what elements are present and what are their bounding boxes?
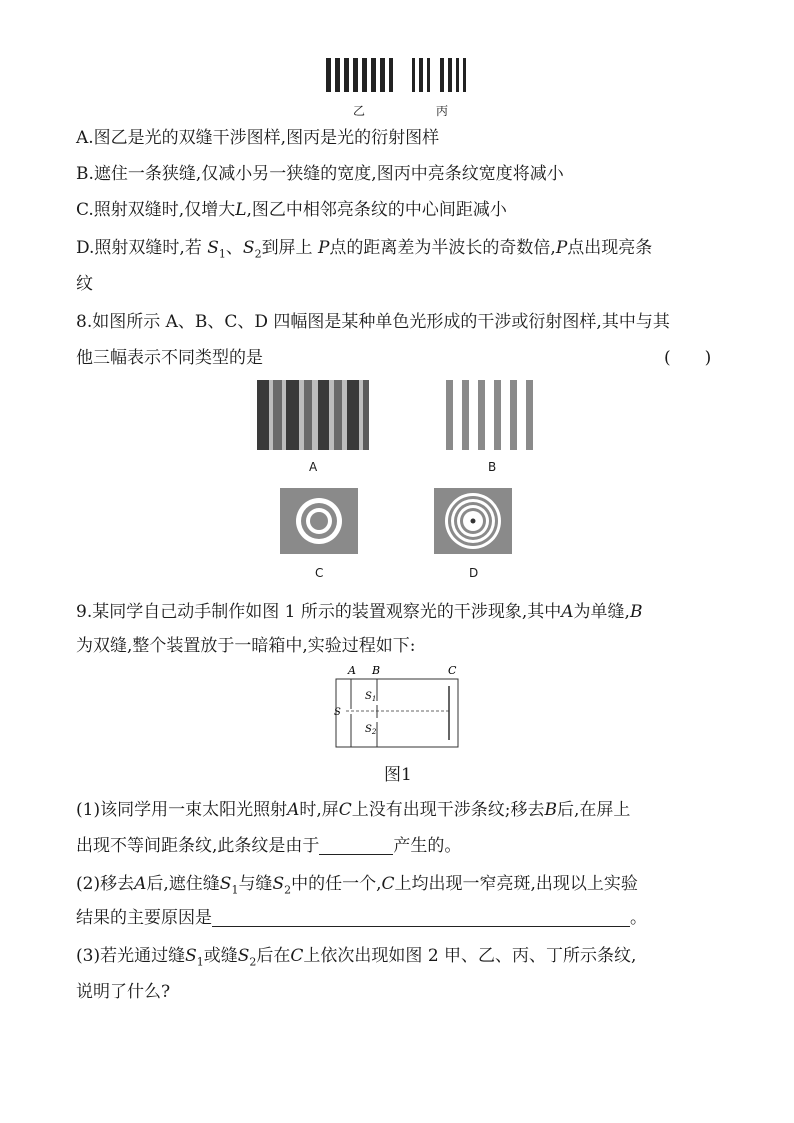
answer-blank-2[interactable] [212,911,630,927]
fringe-bing [412,58,466,92]
q8-line1: 8.如图所示 A、B、C、D 四幅图是某种单色光形成的干涉或衍射图样,其中与其 [76,312,670,332]
label-a: A [348,664,356,677]
q9-part2-line1: (2)移去A后,遮住缝$S_1$与缝$S_2$中的任一个,C上均出现一窄亮斑,出现以上实验 [76,874,638,897]
apparatus-diagram [330,660,466,752]
option-d-line2: 纹 [76,274,93,294]
q8-answer-paren: ( ) [664,348,712,368]
q9-part3-line2: 说明了什么? [76,982,171,1002]
ring-figure-d [434,488,512,554]
label-b: B [372,664,381,677]
q9-part3-line1: (3)若光通过缝$S_1$或缝$S_2$后在C上依次出现如图 2 甲、乙、丙、丁所示条纹, [76,946,637,969]
option-d: D.照射双缝时,若 $S_1$、$S_2$到屏上 P点的距离差为半波长的奇数倍,P点出现亮条 [76,238,653,261]
fringe-figure-a [257,380,369,450]
label-s: S [334,707,341,718]
option-b: B.遮住一条狭缝,仅减小另一狭缝的宽度,图丙中亮条纹宽度将减小 [76,164,564,184]
ring-figure-c [280,488,358,554]
label-figure-b: B [488,460,497,474]
fringe-yi [326,58,393,92]
option-a: A.图乙是光的双缝干涉图样,图丙是光的衍射图样 [76,128,440,148]
label-figure-c: C [315,566,324,580]
label-c: C [448,664,457,677]
label-figure-a: A [309,460,318,474]
q8-line2: 他三幅表示不同类型的是 [76,348,263,368]
label-yi: 乙 [353,104,366,118]
q9-line1: 9.某同学自己动手制作如图 1 所示的装置观察光的干涉现象,其中A为单缝,B [76,602,643,622]
label-figure-d: D [469,566,479,580]
q9-part2-line2: 结果的主要原因是 。 [76,908,647,928]
answer-blank-1[interactable] [319,839,393,855]
dark-box [336,679,458,747]
label-bing: 丙 [436,104,449,118]
q9-part1-line1: (1)该同学用一束太阳光照射A时,屏C上没有出现干涉条纹;移去B后,在屏上 [76,800,631,820]
option-c: C.照射双缝时,仅增大L,图乙中相邻亮条纹的中心间距减小 [76,200,507,220]
label-s1: $S_1$ [365,691,377,703]
top-fringe-figure [320,56,480,94]
q9-part1-line2: 出现不等间距条纹,此条纹是由于 产生的。 [76,836,462,856]
figure-1-caption: 图1 [384,765,412,785]
q9-line2: 为双缝,整个装置放于一暗箱中,实验过程如下: [76,636,416,656]
fringe-figure-b [444,380,542,450]
label-s2: $S_2$ [365,724,377,736]
